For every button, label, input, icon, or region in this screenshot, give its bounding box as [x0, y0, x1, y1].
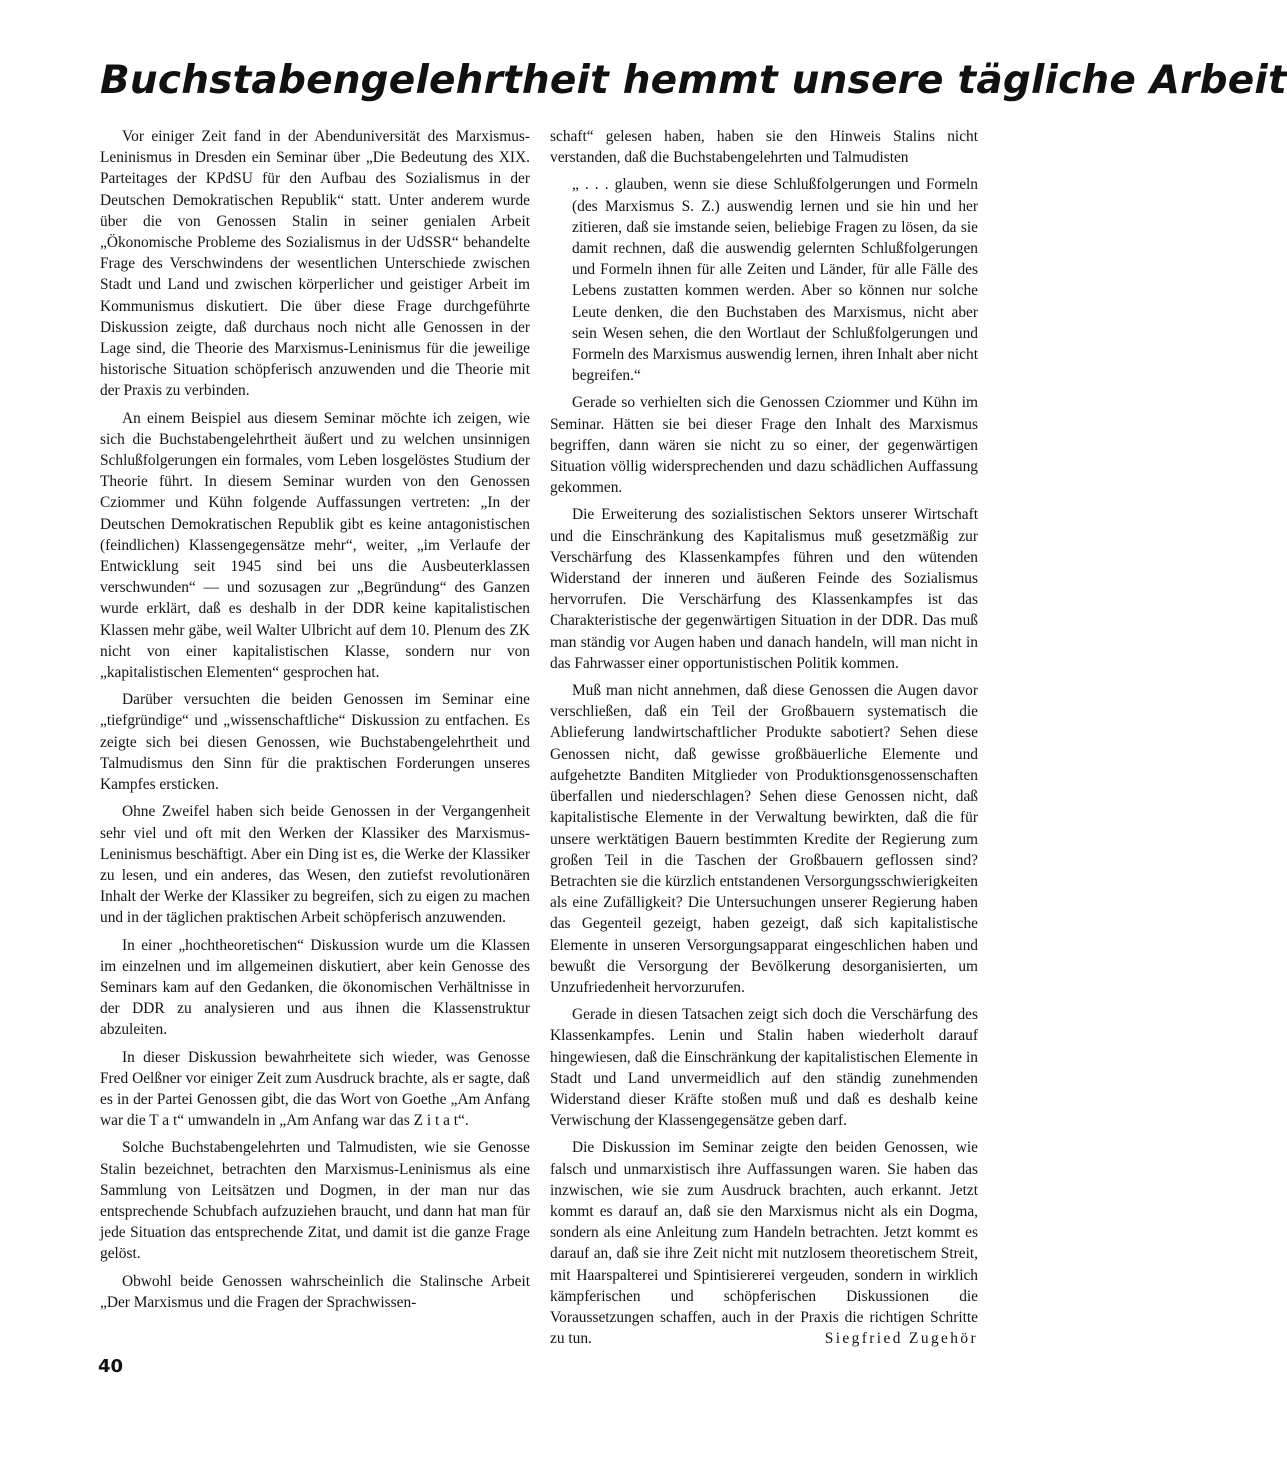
paragraph: Obwohl beide Genossen wahrscheinlich die Stalinsche Arbeit „Der Marxismus und die Fragen der Sprachwissen-	[100, 1272, 530, 1311]
paragraph: Die Erweiterung des sozialistischen Sektors unserer Wirtschaft und die Einschränkung des Kapitalismus muß gesetzmäßig zur Verschärfung des Klassenkampfes führen und den wütenden Widerstand der inneren und äußeren Feinde des Sozialismus hervorrufen. Die Verschärfung des Klassenkampfes ist das Charakteristische der gegenwärtigen Situation in der DDR. Das muß man ständig vor Augen haben und danach handeln, will man nicht in das Fahrwasser einer opportunistischen Politik kommen.	[550, 506, 978, 672]
page-number: 40	[98, 1356, 124, 1377]
paragraph: An einem Beispiel aus diesem Seminar möchte ich zeigen, wie sich die Buchstabengelehrtheit äußert und zu welchen unsinnigen Schlußfolgerungen ein formales, vom Leben losgelöstes Studium der Theorie führt. In diesem Seminar wurden von den Genossen Cziommer und Kühn folgende Auffassungen vertreten: „In der Deutschen Demokratischen Republik gibt es keine antagonistischen (feindlichen) Klassengegensätze mehr“, weiter, „im Verlaufe der Entwicklung seit 1945 sind bei uns die Ausbeuterklassen verschwunden“ — und sozusagen zur „Begründung“ des Ganzen wurde erklärt, daß es deshalb in der DDR keine kapitalistischen Klassen mehr gäbe, weil Walter Ulbricht auf dem 10. Plenum des ZK nicht von einer kapitalistischen Klasse, sondern nur von „kapitalistischen Elementen“ gesprochen hat.	[100, 409, 530, 682]
paragraph-continuation: schaft“ gelesen haben, haben sie den Hinweis Stalins nicht verstanden, daß die Buchstabengelehrten und Talmudisten	[550, 128, 978, 167]
paragraph: In einer „hochtheoretischen“ Diskussion wurde um die Klassen im einzelnen und im allgemeinen diskutiert, aber kein Genosse des Seminars kam auf den Gedanken, die ökonomischen Verhältnisse in der DDR zu analysieren und aus ihnen die Klassenstruktur abzuleiten.	[100, 936, 530, 1039]
left-column	[100, 126, 530, 1319]
stalin-quote: „ . . . glauben, wenn sie diese Schlußfolgerungen und Formeln (des Marxismus S. Z.) auswendig lernen und sie hin und her zitieren, daß sie imstande seien, beliebige Fragen zu lösen, da sie damit rechnen, daß die auswendig gelernten Schlußfolgerungen und Formeln ihnen für alle Zeiten und Länder, für alle Fälle des Lebens zustatten kommen werden. Aber so können nur solche Leute denken, die den Buchstaben des Marxismus, nicht aber sein Wesen sehen, die den Wortlaut der Schlußfolgerungen und Formeln des Marxismus auswendig lernen, ihren Inhalt aber nicht begreifen.“	[572, 176, 978, 385]
author-signature: Siegfried Zugehör	[824, 1330, 978, 1348]
right-column	[550, 126, 978, 1355]
paragraph: Ohne Zweifel haben sich beide Genossen in der Vergangenheit sehr viel und oft mit den Werken der Klassiker des Marxismus-Leninismus beschäftigt. Aber ein Ding ist es, die Werke der Klassiker zu lesen, und ein anderes, das Wesen, den zutiefst revolutionären Inhalt der Werke der Klassiker zu begreifen, sich zu eigen zu machen und in der täglichen praktischen Arbeit schöpferisch anzuwenden.	[100, 803, 530, 927]
paragraph: Gerade in diesen Tatsachen zeigt sich doch die Verschärfung des Klassenkampfes. Lenin und Stalin haben wiederholt darauf hingewiesen, daß die Einschränkung der kapitalistischen Elemente in Stadt und Land unvermeidlich auf den ständig zunehmenden Widerstand dieser Kräfte stoßen muß und daß es deshalb keine Verwischung der Klassengegensätze geben darf.	[550, 1006, 978, 1130]
article-headline: Buchstabengelehrtheit hemmt unsere tägliche Arbeit	[100, 58, 1287, 103]
paragraph: Darüber versuchten die beiden Genossen im Seminar eine „tiefgründige“ und „wissenschaftliche“ Diskussion zu entfachen. Es zeigte sich bei diesen Genossen, wie Buchstabengelehrtheit und Talmudismus den Sinn für die praktischen Forderungen unseres Kampfes ersticken.	[100, 691, 530, 794]
paragraph: Gerade so verhielten sich die Genossen Cziommer und Kühn im Seminar. Hätten sie bei dieser Frage den Inhalt des Marxismus begriffen, dann wären sie nicht zu so einer, der gegenwärtigen Situation völlig widersprechenden und dazu schädlichen Auffassung gekommen.	[550, 394, 978, 497]
paragraph-final	[550, 1137, 978, 1349]
paragraph-final-text: Die Diskussion im Seminar zeigte den beiden Genossen, wie falsch und unmarxistisch ihre Auffassungen waren. Sie haben das inzwischen, wie sie zum Ausdruck brachten, auch erkannt. Jetzt kommt es darauf an, daß sie den Marxismus nicht als ein Dogma, sondern als eine Anleitung zum Handeln betrachten. Jetzt kommt es darauf an, daß sie ihre Zeit nicht mit nutzlosem theoretischem Streit, mit Haarspalterei und Spintisiererei vergeuden, sondern in wirklich kämpferischen und schöpferischen Diskussionen die Voraussetzungen schaffen, auch in der Praxis die richtigen Schritte zu tun.	[550, 1139, 978, 1348]
paragraph: Vor einiger Zeit fand in der Abenduniversität des Marxismus-Leninismus in Dresden ein Seminar über „Die Bedeutung des XIX. Parteitages der KPdSU für den Aufbau des Sozialismus in der Deutschen Demokratischen Republik“ statt. Unter anderem wurde über die von Genossen Stalin in seiner genialen Arbeit „Ökonomische Probleme des Sozialismus in der UdSSR“ behandelte Frage des Verschwindens der wesentlichen Unterschiede zwischen Stadt und Land und zwischen körperlicher und geistiger Arbeit im Kommunismus diskutiert. Die über diese Frage durchgeführte Diskussion zeigte, daß durchaus noch nicht alle Genossen in der Lage sind, die Theorie des Marxismus-Leninismus für die jeweilige historische Situation schöpferisch anzuwenden und die Theorie mit der Praxis zu verbinden.	[100, 128, 530, 400]
paragraph: In dieser Diskussion bewahrheitete sich wieder, was Genosse Fred Oelßner vor einiger Zeit zum Ausdruck brachte, als er sagte, daß es in der Partei Genossen gibt, die das Wort von Goethe „Am Anfang war die T a t“ umwandeln in „Am Anfang war das Z i t a t“.	[100, 1048, 530, 1130]
paragraph: Solche Buchstabengelehrten und Talmudisten, wie sie Genosse Stalin bezeichnet, betrachten den Marxismus-Leninismus als eine Sammlung von Leitsätzen und Dogmen, in der man nur das entsprechende Schubfach aufzuziehen braucht, und dann hat man für jede Situation das entsprechende Zitat, und damit ist die ganze Frage gelöst.	[100, 1139, 530, 1263]
paragraph: Muß man nicht annehmen, daß diese Genossen die Augen davor verschließen, daß ein Teil der Großbauern systematisch die Ablieferung landwirtschaftlicher Produkte sabotiert? Sehen diese Genossen nicht, daß gewisse großbäuerliche Elemente und aufgehetzte Banditen Mitglieder von Produktionsgenossenschaften überfallen und niederschlagen? Sehen diese Genossen nicht, daß kapitalistische Elemente in der Verwaltung bewirkten, daß die für unsere werktätigen Bauern bestimmten Kredite der Regierung zum großen Teil in die Taschen der Großbauern geflossen sind? Betrachten sie die kürzlich entstandenen Versorgungsschwierigkeiten als eine Zufälligkeit? Die Untersuchungen unserer Regierung haben das Gegenteil gezeigt, haben gezeigt, daß sich kapitalistische Elemente in unseren Versorgungsapparat eingeschlichen haben und bewußt die Versorgung der Bevölkerung desorganisierten, um Unzufriedenheit hervorzurufen.	[550, 682, 978, 996]
